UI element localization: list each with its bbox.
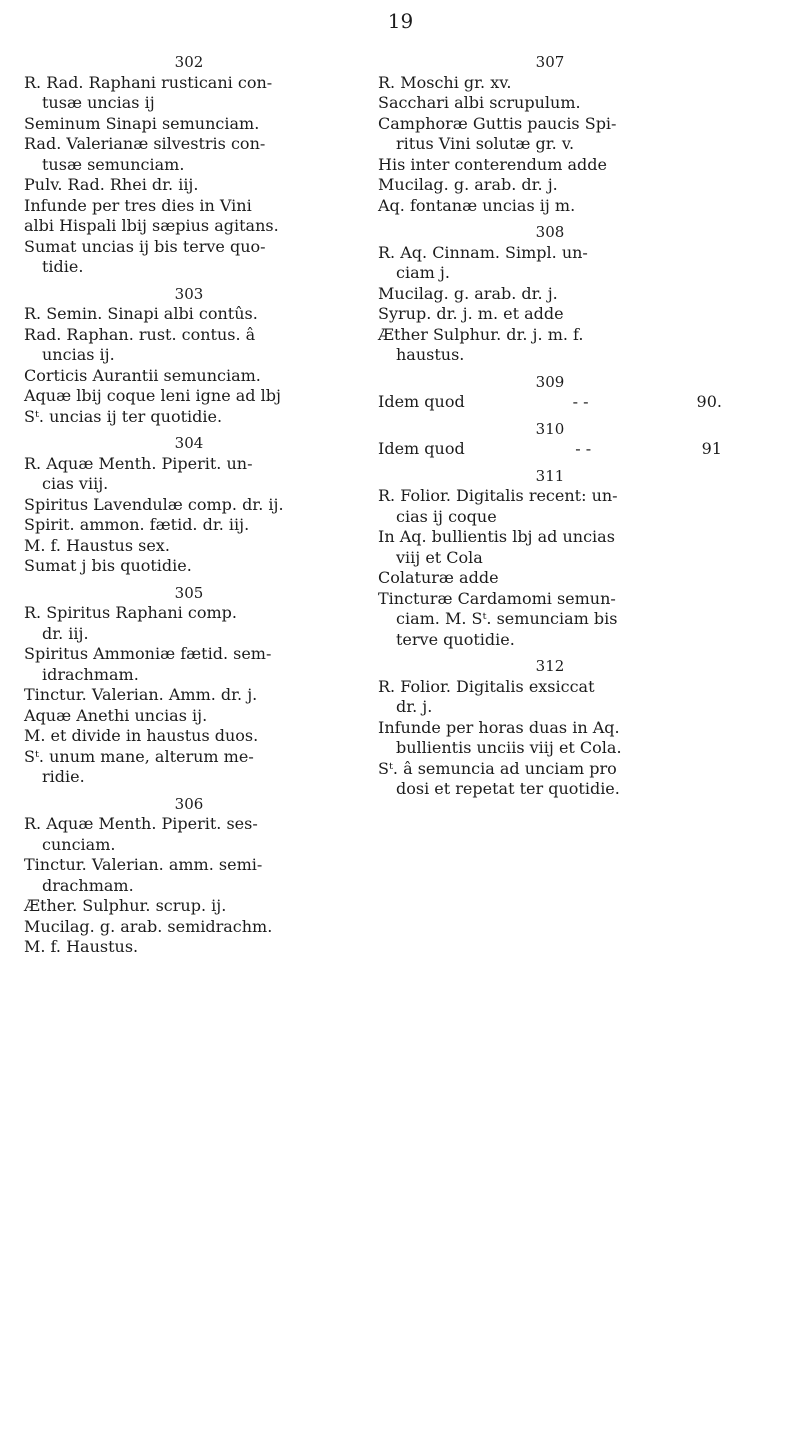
prescription-line: R. Aquæ Menth. Piperit. un- [24,453,253,473]
prescription-number: 302 [174,53,204,71]
prescription-308 [378,222,722,366]
prescription-line: R. Aquæ Menth. Piperit. ses- [24,814,258,833]
prescription-line: tidie. [42,257,84,276]
prescription-line: R. Semin. Sinapi albi contûs. [24,304,258,323]
prescription-line: Mucilag. g. arab. semidrachm. [24,916,273,936]
prescription-line: Infunde per horas duas in Aq. [378,717,620,737]
prescription-310 [378,419,722,460]
prescription-line: Sacchari albi scrupulum. [378,93,581,112]
prescription-line: bullientis unciis viij et Cola. [396,738,622,757]
prescription-line: tusæ uncias ij [42,93,155,112]
prescription-line: Aq. fontanæ uncias ij m. [378,195,576,215]
prescription-311 [378,466,722,651]
prescription-number: 308 [535,223,565,241]
prescription-number: 304 [174,434,204,452]
prescription-line: Aquæ lbij coque leni igne ad lbj [24,386,281,405]
prescription-number: 312 [535,657,565,675]
prescription-line: dr. j. [396,697,433,716]
prescription-line: terve quotidie. [396,629,515,649]
prescription-line: Sumat uncias ij bis terve quo- [24,236,266,256]
prescription-line: M. et divide in haustus duos. [24,726,259,745]
prescription-line: R. Aq. Cinnam. Simpl. un- [378,242,588,262]
prescription-number: 311 [535,466,565,485]
prescription-line: Mucilag. g. arab. dr. j. [378,175,558,194]
prescription-line: Æther Sulphur. dr. j. m. f. [378,324,584,344]
idem-ref: 91 [701,439,722,458]
prescription-line: His inter conterendum adde [378,154,607,174]
prescription-line: ciam j. [396,263,450,282]
prescription-309 [378,372,722,413]
prescription-line: uncias ij. [42,345,115,364]
prescription-line: Spiritus Ammoniæ fætid. sem- [24,644,272,663]
idem-ref: 90. [696,392,722,411]
prescription-number: 306 [174,794,204,813]
prescription-number: 305 [174,583,204,602]
prescription-line: Sumat j bis quotidie. [24,556,192,575]
prescription-line: dosi et repetat ter quotidie. [396,779,620,798]
prescription-304 [24,433,354,577]
prescription-line: Mucilag. g. arab. dr. j. [378,283,558,303]
prescription-307 [378,52,722,216]
prescription-line: Syrup. dr. j. m. et adde [378,304,564,323]
prescription-line: Sᵗ. uncias ij ter quotidie. [24,406,223,426]
prescription-line: Colaturæ adde [378,568,499,587]
prescription-302 [24,52,354,278]
prescription-line: dr. iij. [42,623,89,643]
prescription-line: ciam. M. Sᵗ. semunciam bis [396,609,618,628]
prescription-line: M. f. Haustus. [24,937,139,956]
prescription-306 [24,794,354,958]
prescription-line: tusæ semunciam. [42,154,185,174]
idem-dash: - - [575,439,592,458]
prescription-line: Æther. Sulphur. scrup. ij. [24,896,227,915]
prescription-line: Pulv. Rad. Rhei dr. iij. [24,175,199,194]
prescription-line: R. Folior. Digitalis exsiccat [378,676,595,696]
prescription-line: Aquæ Anethi uncias ij. [24,705,208,725]
prescription-line: drachmam. [42,875,134,895]
prescription-312 [378,656,722,800]
prescription-line: haustus. [396,345,465,364]
prescription-number: 303 [174,284,204,303]
prescription-line: Sᵗ. â semuncia ad unciam pro [378,758,617,778]
prescription-number: 309 [535,372,565,391]
prescription-number: 310 [535,419,565,438]
prescription-line: idrachmam. [42,664,139,684]
prescription-line: Camphoræ Guttis paucis Spi- [378,113,617,133]
prescription-line: cias ij coque [396,506,497,526]
prescription-line: Seminum Sinapi semunciam. [24,113,260,133]
prescription-line: Sᵗ. unum mane, alterum me- [24,746,254,766]
prescription-line: cunciam. [42,834,116,854]
prescription-305 [24,583,354,788]
prescription-line: R. Spiritus Raphani comp. [24,603,237,622]
prescription-line: Tincturæ Cardamomi semun- [378,588,616,608]
prescription-line: Infunde per tres dies in Vini [24,195,252,215]
prescription-line: R. Folior. Digitalis recent: un- [378,486,618,505]
prescription-line: R. Moschi gr. xv. [378,72,512,92]
prescription-line: cias viij. [42,474,109,493]
prescription-line: albi Hispali lbij sæpius agitans. [24,216,279,235]
prescription-line: Corticis Aurantii semunciam. [24,365,261,385]
prescription-303 [24,284,354,428]
idem-quod-line [378,439,722,460]
idem-dash: - - [572,392,589,411]
prescription-line: M. f. Haustus sex. [24,535,170,555]
prescription-line: Tinctur. Valerian. Amm. dr. j. [24,685,258,704]
prescription-line: viij et Cola [396,547,483,567]
idem-quod-line [378,392,722,413]
idem-text: Idem quod [378,439,465,458]
right-column [378,52,722,800]
prescription-line: In Aq. bullientis lbj ad uncias [378,527,615,546]
page-number: 19 [387,9,414,33]
prescription-line: Spiritus Lavendulæ comp. dr. ij. [24,494,284,514]
left-column [24,52,354,958]
prescription-line: ritus Vini solutæ gr. v. [396,134,575,153]
prescription-line: Rad. Raphan. rust. contus. â [24,324,256,344]
prescription-line: ridie. [42,767,85,786]
prescription-line: Rad. Valerianæ silvestris con- [24,134,266,153]
idem-text: Idem quod [378,392,465,411]
prescription-line: Tinctur. Valerian. amm. semi- [24,855,263,874]
prescription-line: Spirit. ammon. fætid. dr. iij. [24,515,250,534]
prescription-line: R. Rad. Raphani rusticani con- [24,72,273,92]
prescription-number: 307 [535,53,565,71]
